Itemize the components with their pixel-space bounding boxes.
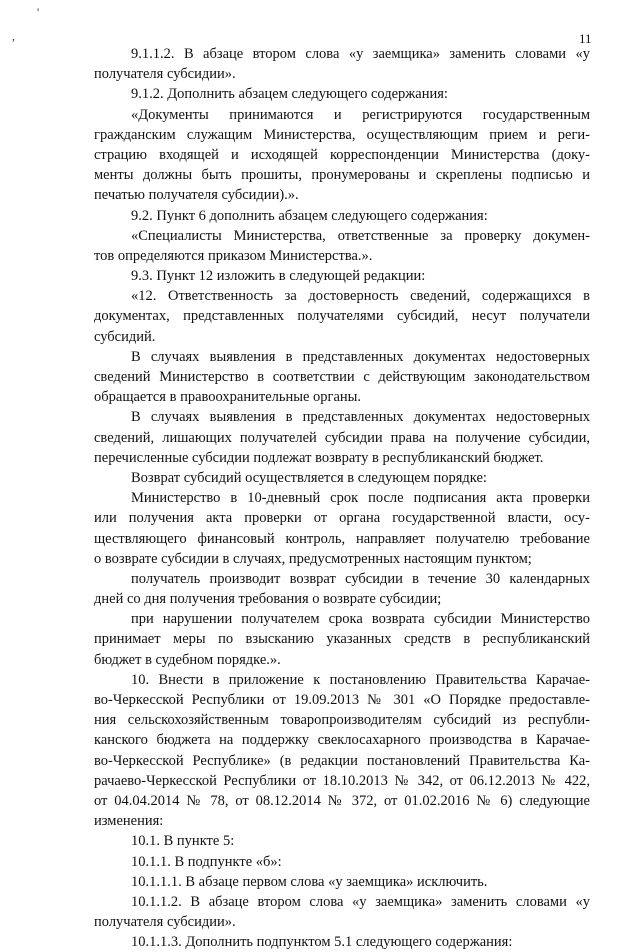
- text-line: документах, представленных получателями субсидий, несут получатели: [94, 308, 590, 325]
- text-line: перечисленные субсидии подлежат возврату в республиканский бюджет.: [94, 449, 544, 466]
- text-line: получателя субсидии».: [94, 66, 236, 83]
- text-line: 10. Внести в приложение к постановлению Правительства Карачае-: [131, 671, 590, 688]
- document-body: [94, 44, 590, 952]
- text-line: получателя субсидии».: [94, 914, 236, 931]
- text-line: 9.2. Пункт 6 дополнить абзацем следующего содержания:: [131, 207, 488, 224]
- text-line: сведений, лишающих получателей субсидии права на получение субсидии,: [94, 429, 590, 446]
- text-line: рачаево-Черкесской Республики от 18.10.2013 № 342, от 06.12.2013 № 422,: [94, 772, 590, 789]
- text-line: получатель производит возврат субсидии в течение 30 календарных: [131, 570, 590, 587]
- text-line: во-Черкесской Республики от 19.09.2013 № 301 «О Порядке предоставле-: [94, 692, 590, 708]
- text-line: изменения:: [94, 813, 164, 830]
- text-line: «Специалисты Министерства, ответственные за проверку докумен-: [131, 227, 590, 244]
- text-line: 9.3. Пункт 12 изложить в следующей редакции:: [131, 268, 426, 285]
- text-line: менты должны быть прошиты, пронумерованы и скреплены подписью и: [94, 167, 590, 184]
- text-line: 10.1.1.3. Дополнить подпунктом 5.1 следующего содержания:: [131, 934, 513, 951]
- text-line: «12. Ответственность за достоверность сведений, содержащихся в: [131, 288, 590, 305]
- text-line: дней со дня получения требования о возврате субсидии;: [94, 591, 442, 608]
- text-line: бюджет в судебном порядке.».: [94, 651, 281, 668]
- text-line: печатью получателя субсидии).».: [94, 187, 299, 204]
- scan-mark: ': [37, 5, 40, 19]
- text-line: 10.1. В пункте 5:: [131, 833, 235, 850]
- text-line: «Документы принимаются и регистрируются государственным: [131, 106, 590, 123]
- text-line: 10.1.1.2. В абзаце втором слова «у заемщика» заменить словами «у: [131, 893, 590, 910]
- text-line: принимает меры по взысканию указанных средств в республиканский: [94, 631, 590, 648]
- text-line: при нарушении получателем срока возврата субсидии Министерство: [131, 611, 590, 628]
- text-line: гражданским служащим Министерства, осуществляющим прием и реги-: [94, 126, 590, 143]
- text-line: канского бюджета на поддержку свеклосахарного производства в Карачае-: [94, 732, 590, 749]
- text-line: ществляющего финансовый контроль, направляет получателю требование: [94, 530, 590, 547]
- text-line: или получения акта проверки от органа государственной власти, осу-: [94, 510, 590, 527]
- text-line: страцию входящей и исходящей корреспонденции Министерства (доку-: [94, 146, 590, 163]
- text-line: 10.1.1. В подпункте «б»:: [131, 853, 282, 870]
- text-line: о возврате субсидии в случаях, предусмотренных настоящим пунктом;: [94, 550, 532, 567]
- text-line: Министерство в 10-дневный срок после подписания акта проверки: [131, 490, 590, 507]
- text-line: сведений Министерство в соответствии с действующим законодательством: [94, 369, 590, 385]
- scan-mark: ,: [12, 29, 15, 43]
- text-line: Возврат субсидий осуществляется в следующем порядке:: [131, 469, 487, 486]
- text-line: 10.1.1.1. В абзаце первом слова «у заемщика» исключить.: [131, 873, 488, 890]
- text-line: 9.1.1.2. В абзаце втором слова «у заемщика» заменить словами «у: [131, 46, 590, 62]
- text-line: субсидий.: [94, 328, 156, 345]
- text-line: от 04.04.2014 № 78, от 08.12.2014 № 372, от 01.02.2016 № 6) следующие: [94, 792, 590, 809]
- text-line: В случаях выявления в представленных документах недостоверных: [131, 409, 590, 426]
- text-line: тов определяются приказом Министерства.».: [94, 247, 373, 264]
- text-line: В случаях выявления в представленных документах недостоверных: [131, 348, 590, 365]
- text-line: ния сельскохозяйственным товаропроизводителям субсидий из республи-: [94, 712, 590, 729]
- text-line: 9.1.2. Дополнить абзацем следующего содержания:: [131, 86, 448, 103]
- page-number: 11: [579, 31, 592, 46]
- text-line: во-Черкесской Республике» (в редакции постановлений Правительства Ка-: [94, 752, 590, 769]
- text-line: обращается в правоохранительные органы.: [94, 389, 362, 406]
